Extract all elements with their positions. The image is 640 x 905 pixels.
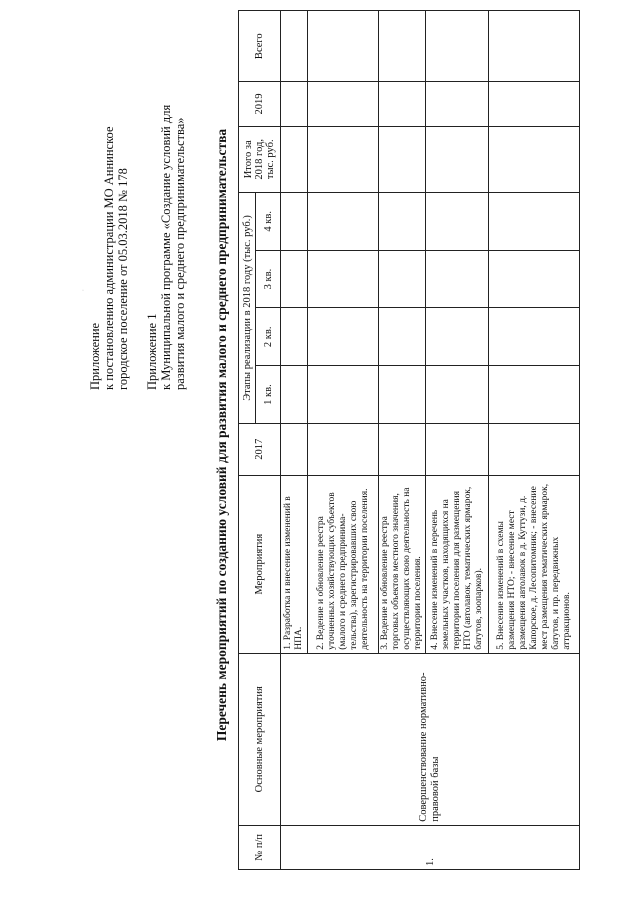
activity-1: 1. Разработка и внесение изменений в НПА. — [281, 475, 308, 653]
header-2017: 2017 — [239, 423, 281, 475]
appendix-line-2: к постановлению администрации МО Аннинское — [102, 126, 116, 390]
header-q3: 3 кв. — [256, 250, 281, 308]
main-activity: Совершенствование нормативно-правовой базы — [281, 653, 580, 825]
activity-4: 4. Внесение изменений в перечень земельных участков, находящихся на территории поселения для размещения НТО (автолавок, тематических ярмарок, батутов, зоопарков). — [426, 475, 489, 653]
activities-table — [238, 10, 580, 870]
appendix1-line-1: Приложение 1 — [145, 313, 159, 390]
page-title: Перечень мероприятий по созданию условий для развития малого и среднего предпринимательства — [214, 128, 229, 742]
table-row — [281, 11, 308, 870]
header-q4: 4 кв. — [256, 192, 281, 250]
header-all: Всего — [239, 11, 281, 82]
activity-2: 2. Ведение и обновление реестра уточненных хозяйствующих субъектов (малого и среднего предпринима-тельства), зарегистрировавших свою деятельность на территории поселения. — [308, 475, 379, 653]
header-total-2018: Итого за 2018 год, тыс. руб. — [239, 126, 281, 192]
appendix-note — [88, 127, 130, 391]
header-2019: 2019 — [239, 82, 281, 126]
appendix1-note — [145, 105, 187, 390]
header-activities: Мероприятия — [239, 475, 281, 653]
scan-speck: · — [82, 288, 84, 294]
header-q2: 2 кв. — [256, 308, 281, 366]
activity-3: 3. Ведение и обновление реестра торговых объектов местного значения, осуществляющих свою деятельность на территории поселения. — [379, 475, 426, 653]
appendix-line-3: городское поселение от 05.03.2018 № 178 — [116, 168, 130, 390]
appendix1-line-2: к Муниципальной программе «Создание условий для — [159, 104, 173, 390]
header-q1: 1 кв. — [256, 366, 281, 424]
row-number: 1. — [281, 825, 580, 869]
appendix1-line-3: развития малого и среднего предпринимательства» — [173, 117, 187, 390]
header-stages: Этапы реализации в 2018 году (тыс. руб.) — [239, 192, 256, 423]
appendix-line-1: Приложение — [88, 322, 102, 390]
header-main: Основные мероприятия — [239, 653, 281, 825]
activity-5: 5. Внесение изменений в схемы размещения НТО; - внесение мест размещения автолавок в д. Куттузи, д. Капорское, д. Лесопитомник; - внесение мест размещения тематических ярмарок, батутов, и пр. передвижных аттракционов. — [489, 475, 580, 653]
header-num: № п/п — [239, 825, 281, 869]
